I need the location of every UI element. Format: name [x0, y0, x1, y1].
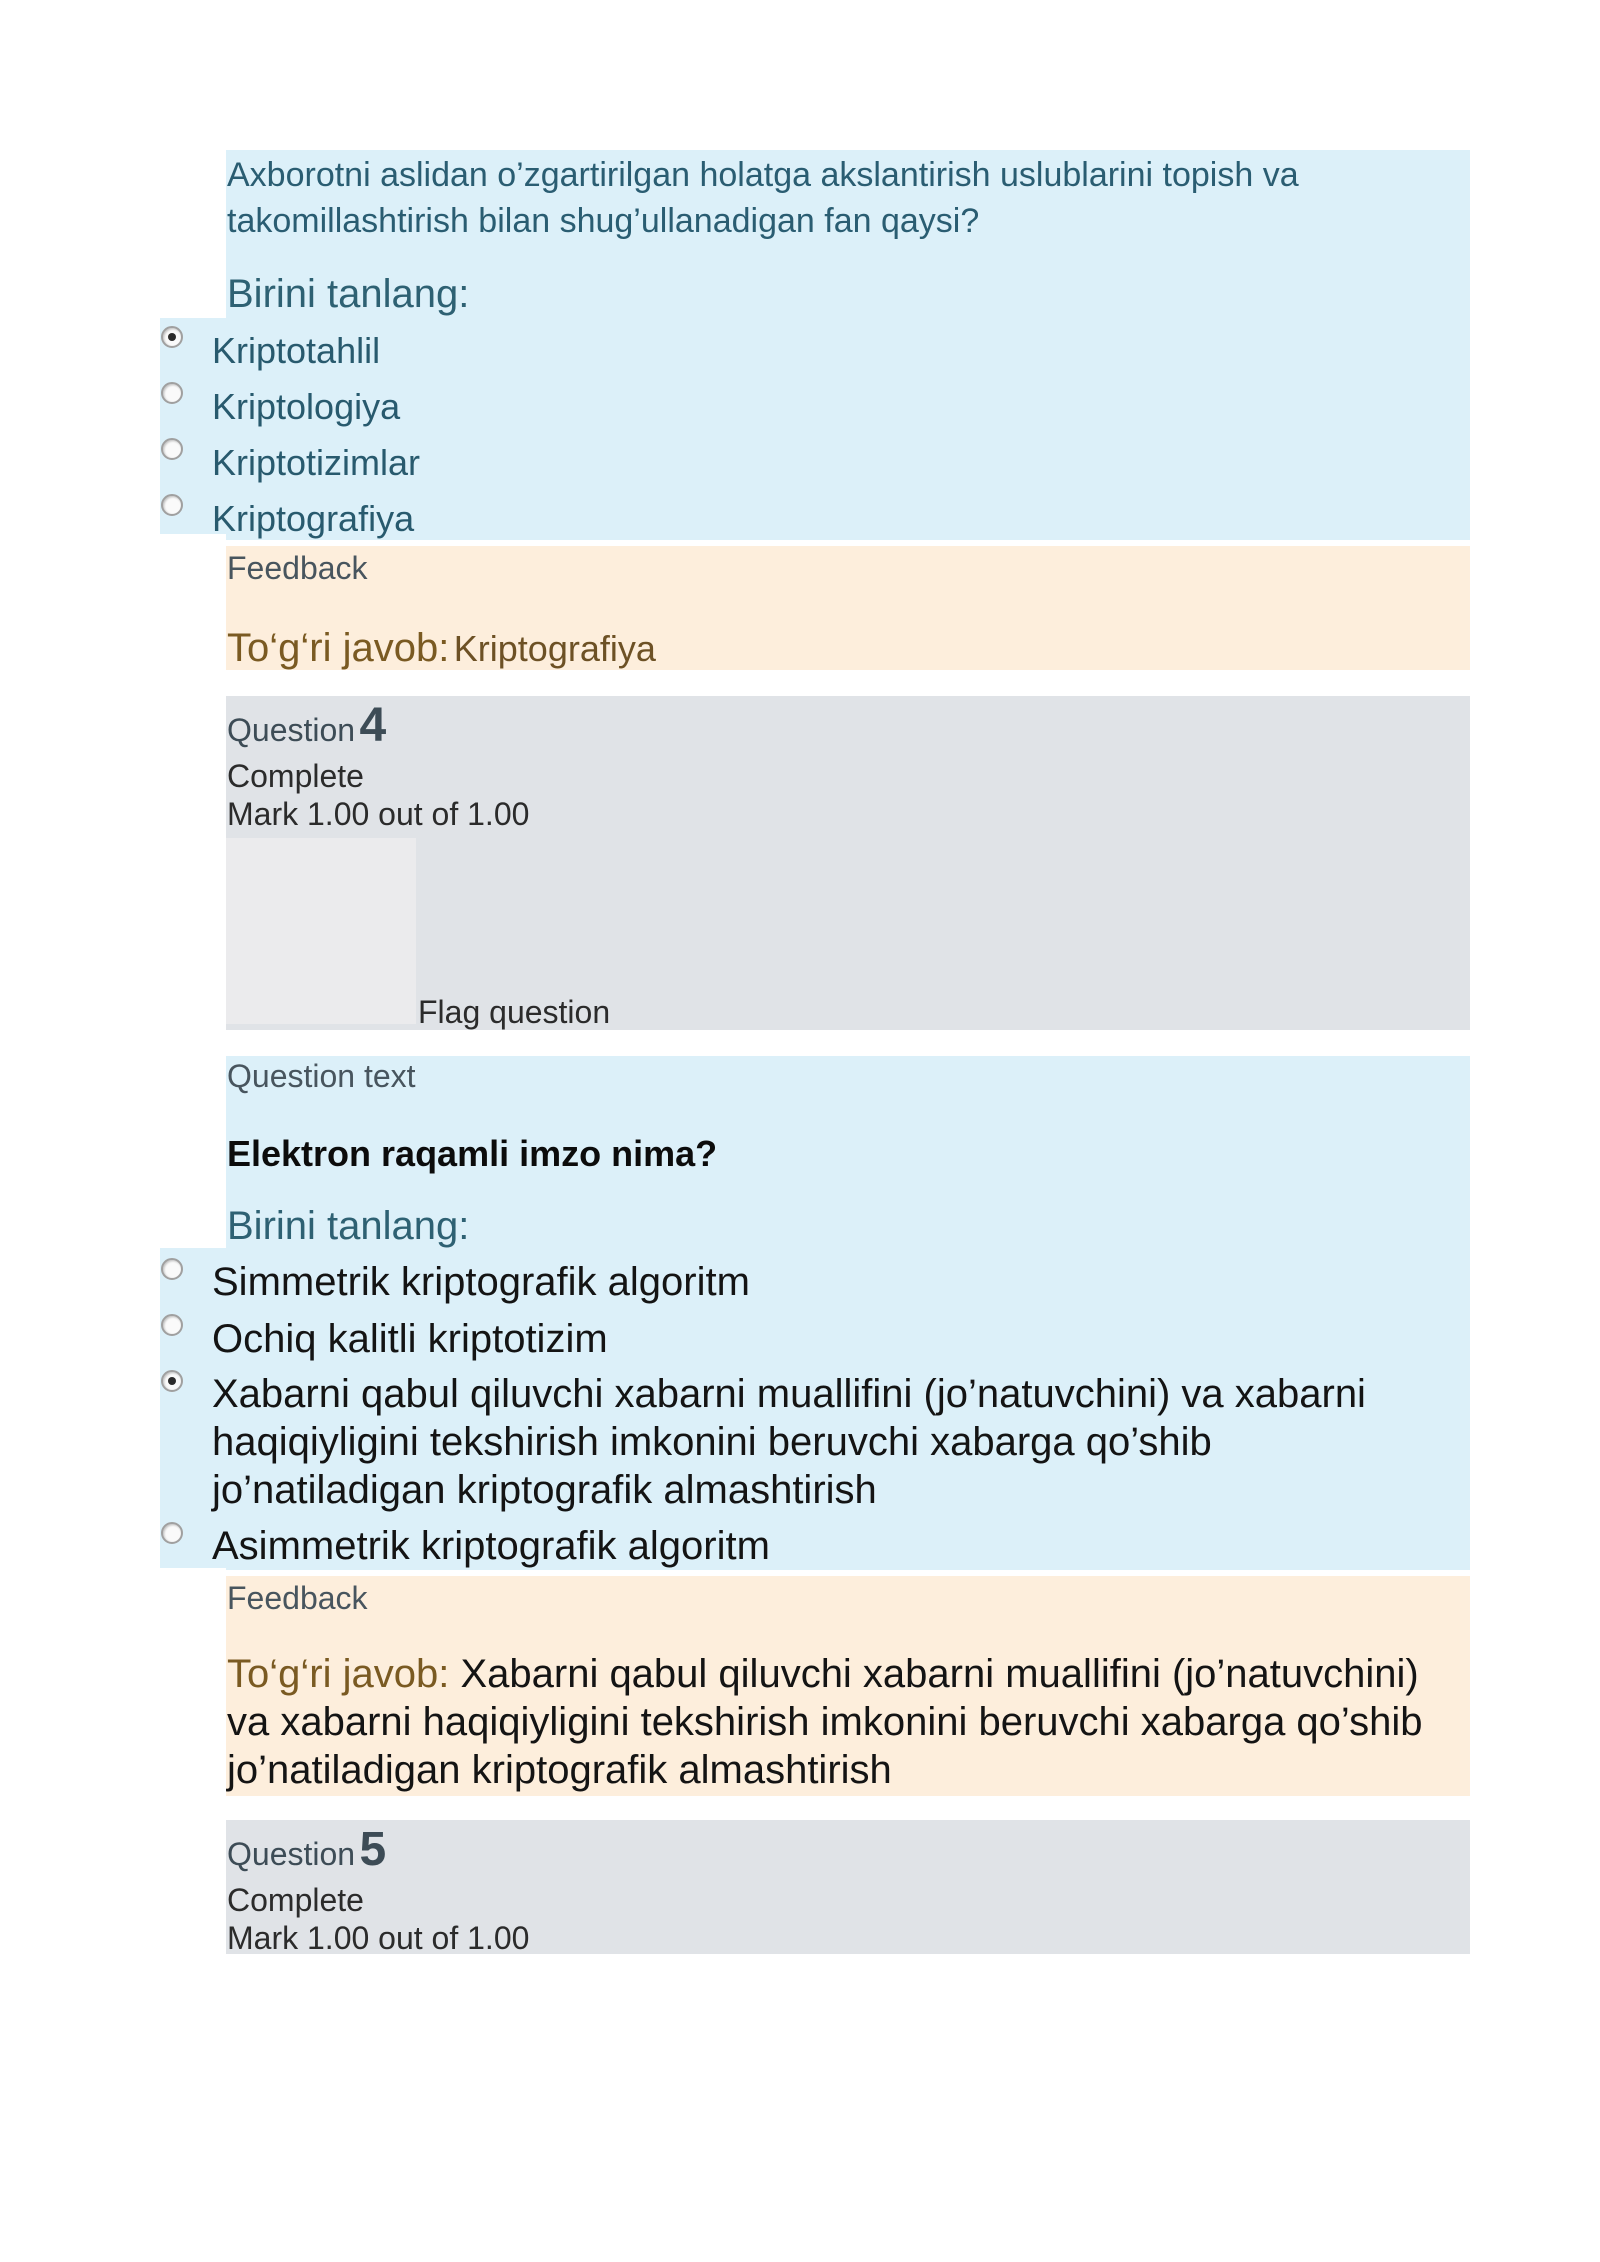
flag-question-link[interactable]: Flag question [418, 994, 611, 1030]
question-number: 4 [359, 699, 387, 752]
question-mark: Mark 1.00 out of 1.00 [227, 796, 530, 832]
radio-button-selected[interactable] [161, 326, 183, 348]
option-label: Kriptotizimlar [212, 442, 421, 483]
radio-button[interactable] [161, 1314, 183, 1336]
correct-answer-prefix: To‘g‘ri javob: [227, 1652, 450, 1696]
feedback-heading: Feedback [227, 550, 368, 586]
correct-answer-text: Xabarni qabul qiluvchi xabarni muallifini (jo’natuvchini) va xabarni haqiqiyligini tekshirish imkonini beruvchi xabarga qo’shib jo’natiladigan kriptografik almashtirish [227, 1652, 1423, 1792]
option-label: Kriptografiya [212, 498, 415, 539]
question-status: Complete [227, 758, 364, 794]
correct-answer-text: Kriptografiya [453, 628, 656, 669]
question-word: Question [227, 712, 356, 748]
question-4-heading [227, 699, 387, 752]
question-mark: Mark 1.00 out of 1.00 [227, 1920, 530, 1956]
option-label: Kriptotahlil [212, 330, 381, 371]
question-3-text: Axborotni aslidan o’zgartirilgan holatga akslantirish uslublarini topish va takomillashtirish bilan shug’ullanadigan fan qaysi? [227, 156, 1299, 240]
radio-button[interactable] [161, 494, 183, 516]
radio-button[interactable] [161, 438, 183, 460]
choose-one-label: Birini tanlang: [227, 1204, 470, 1248]
question-number: 5 [359, 1823, 387, 1876]
correct-answer-line [227, 1650, 1467, 1794]
question-text-label: Question text [227, 1058, 416, 1094]
correct-answer-prefix: To‘g‘ri javob: [227, 626, 450, 670]
feedback-heading: Feedback [227, 1580, 368, 1616]
question-5-heading [227, 1823, 387, 1876]
question-word: Question [227, 1836, 356, 1872]
choose-one-label: Birini tanlang: [227, 272, 470, 316]
option-label: Xabarni qabul qiluvchi xabarni muallifini (jo’natuvchini) va xabarni haqiqiyligini tekshirish imkonini beruvchi xabarga qo’shib jo’natiladigan kriptografik almashtirish [212, 1372, 1366, 1512]
option-label: Ochiq kalitli kriptotizim [212, 1317, 608, 1361]
flag-icon[interactable] [226, 838, 416, 1024]
option-label: Kriptologiya [212, 386, 401, 427]
correct-answer-line [227, 628, 656, 668]
question-status: Complete [227, 1882, 364, 1918]
radio-button[interactable] [161, 382, 183, 404]
option-label: Asimmetrik kriptografik algoritm [212, 1524, 770, 1568]
radio-button-selected[interactable] [161, 1370, 183, 1392]
radio-button[interactable] [161, 1258, 183, 1280]
option-label: Simmetrik kriptografik algoritm [212, 1260, 750, 1304]
question-4-text: Elektron raqamli imzo nima? [227, 1133, 718, 1174]
radio-button[interactable] [161, 1522, 183, 1544]
